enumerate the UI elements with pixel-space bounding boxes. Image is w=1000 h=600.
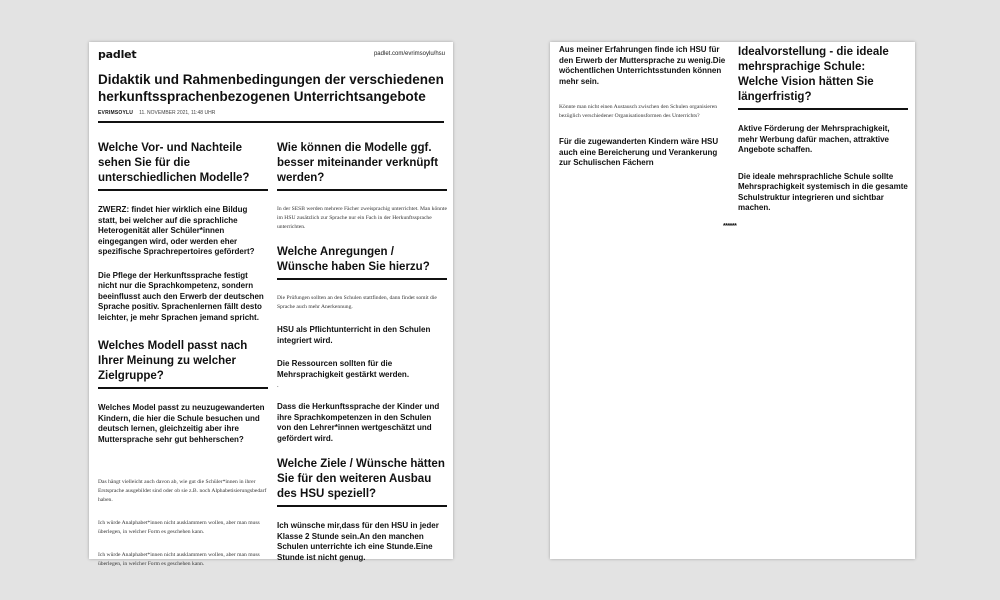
post-text: Könnte man nicht einen Austausch zwischen den Schulen organisieren bezüglich verschiedener Organisationsformen des Unterrichts? <box>559 104 718 119</box>
section-heading: Welche Anregungen / Wünsche haben Sie hierzu? <box>277 245 447 280</box>
section-heading: Idealvorstellung - die ideale mehrsprachige Schule: Welche Vision hätten Sie längerfristig? <box>738 45 908 110</box>
column-1 <box>559 45 729 182</box>
section-heading: Welches Modell passt nach Ihrer Meinung zu welcher Zielgruppe? <box>98 339 268 389</box>
post-text: Ich würde Analphabet*innen nicht ausklammern wollen, aber man muss überlegen, in welcher Form es geschehen kann. <box>98 552 260 567</box>
post-text: Für die zugewanderten Kindern wäre HSU auch eine Bereicherung und Verankerung zur Schulischen Fächern <box>559 137 719 167</box>
post-text: HSU als Pflichtunterricht in den Schulen integriert wird. <box>277 325 431 345</box>
padlet-logo: padlet <box>98 48 137 61</box>
section-heading: Welche Ziele / Wünsche hätten Sie für den weiteren Ausbau des HSU speziell? <box>277 457 447 507</box>
post-text: . <box>277 383 279 389</box>
post-text: In der SESB werden mehrere Fächer zweisprachig unterrichtet. Man könnte im HSU zusätzlich zur Sprache nur ein Fach in der Herkunftssprache unterrichten. <box>277 206 447 230</box>
title-divider <box>98 121 444 123</box>
end-marker: ****** <box>723 223 737 230</box>
column-2 <box>277 141 447 576</box>
post-text: Die Pflege der Herkunftssprache festigt nicht nur die Sprachkompetenz, sondern beeinflusst auch den Erwerb der deutschen Sprache positiv. Sprachenlernen fällt desto leichter, je mehr Sprachen jemand spricht. <box>98 270 264 322</box>
section-heading: Welche Vor- und Nachteile sehen Sie für die unterschiedlichen Modelle? <box>98 141 268 191</box>
post-meta <box>98 110 215 116</box>
pdf-page-2 <box>550 42 915 559</box>
post-date: 11. NOVEMBER 2021, 11:48 UHR <box>139 110 216 116</box>
column-1 <box>98 141 268 582</box>
post-text: Aktive Förderung der Mehrsprachigkeit, mehr Werbung dafür machen, attraktive Angebote schaffen. <box>738 124 890 154</box>
post-text: ZWERZ: findet hier wirklich eine Bildug statt, bei welcher auf die sprachliche Heterogenität aller Schüler*innen eingegangen wird, oder werden eher spezifische Sprachrepertoires gefördert? <box>98 205 255 256</box>
padlet-url: padlet.com/evrimsoylu/hsu <box>373 51 445 57</box>
post-text: Die Ressourcen sollten für die Mehrsprachigkeit gestärkt werden. <box>277 359 410 379</box>
post-text: Dass die Herkunftssprache der Kinder und ihre Sprachkompetenzen in den Schulen von den Lehrer*innen wertgeschätzt und gefördert wird. <box>277 402 440 443</box>
page-title: Didaktik und Rahmenbedingungen der verschiedenen herkunftssprachenbezogenen Unterrichtsangebote <box>98 72 444 104</box>
post-text: Das hängt vielleicht auch davon ab, wie gut die Schüler*innen in ihrer Erstsprache ausgebildet sind oder ob sie z.B. noch Alphabetisierungsbedarf haben. <box>98 479 267 503</box>
author-name: EVRIMSOYLU <box>98 110 134 116</box>
post-text: Ich würde Analphabet*innen nicht ausklammern wollen, aber man muss überlegen, in welcher Form es geschehen kann. <box>98 520 260 535</box>
pdf-page-1 <box>89 42 453 567</box>
post-text: Die ideale mehrsprachliche Schule sollte Mehrsprachigkeit systemisch in die gesamte Schulstruktur integrieren und sichtbar machen. <box>738 171 908 212</box>
post-text: Ich wünsche mir,dass für den HSU in jeder Klasse 2 Stunde sein.An den manchen Schulen unterrichte ich eine Stunde.Eine Stunde ist nicht genug. <box>277 521 439 562</box>
post-text: Welches Model passt zu neuzugewanderten Kindern, die hier die Schule besuchen und deutsch lernen, gleichzeitig aber ihre Muttersprache sehr gut behherschen? <box>98 403 265 444</box>
post-text: Aus meiner Erfahrungen finde ich HSU für den Erwerb der Muttersprache zu wenig.Die wöchentlichen Unterrichtsstunden können mehr sein. <box>559 45 726 86</box>
section-heading: Wie können die Modelle ggf. besser miteinander verknüpft werden? <box>277 141 447 191</box>
post-text: Die Prüfungen sollten an den Schulen stattfinden, dann findet somit die Sprache auch mehr Anerkennung. <box>277 295 437 310</box>
column-2 <box>738 45 908 227</box>
